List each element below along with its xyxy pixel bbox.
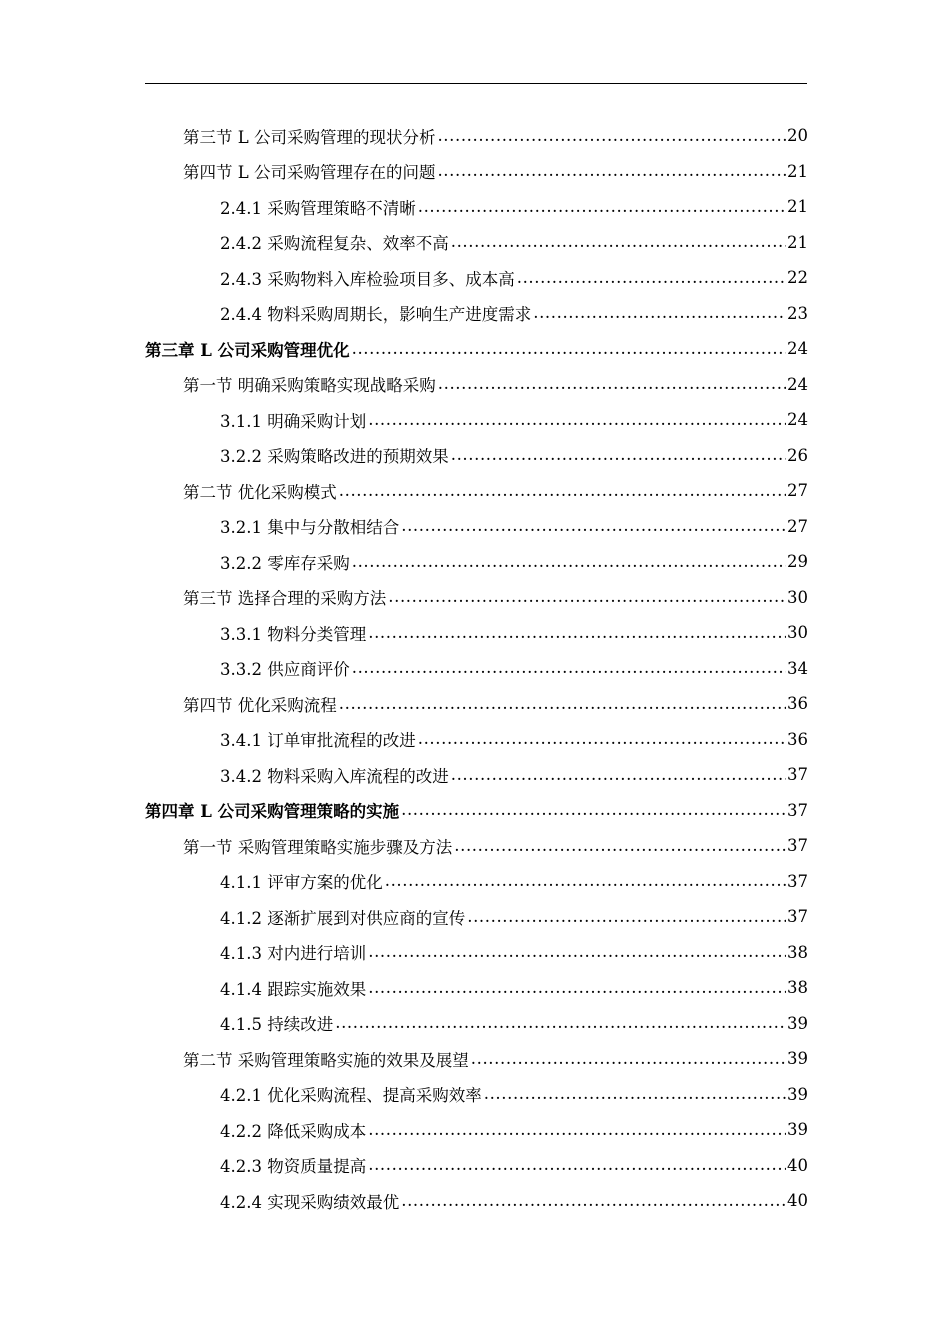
toc-entry-title: 第二节 采购管理策略实施的效果及展望 — [183, 1047, 470, 1071]
toc-entry[interactable] — [183, 828, 950, 864]
toc-entry[interactable] — [220, 899, 950, 935]
table-of-contents — [0, 118, 950, 1219]
dot-leader — [352, 341, 786, 358]
toc-entry-page-number: 38 — [787, 978, 808, 998]
toc-entry[interactable] — [145, 793, 950, 829]
toc-entry-title: 4.1.5 持续改进 — [220, 1011, 334, 1035]
toc-entry-title: 4.2.2 降低采购成本 — [220, 1118, 367, 1142]
toc-entry[interactable] — [183, 686, 950, 722]
toc-entry[interactable] — [183, 367, 950, 403]
toc-entry-page-number: 27 — [787, 481, 808, 501]
toc-entry[interactable] — [220, 864, 950, 900]
dot-leader — [517, 270, 786, 287]
toc-entry[interactable] — [220, 509, 950, 545]
dot-leader — [484, 1086, 786, 1103]
toc-entry[interactable] — [183, 580, 950, 616]
dot-leader — [352, 660, 786, 677]
dot-leader — [467, 909, 786, 926]
toc-entry-page-number: 29 — [787, 552, 808, 572]
toc-entry-page-number: 21 — [787, 232, 808, 252]
toc-entry-title: 2.4.1 采购管理策略不清晰 — [220, 195, 417, 219]
toc-entry-page-number: 21 — [787, 197, 808, 217]
toc-entry-title: 第三节 L 公司采购管理的现状分析 — [183, 124, 436, 148]
toc-entry[interactable] — [220, 1077, 950, 1113]
toc-entry-page-number: 39 — [787, 1084, 808, 1104]
toc-entry-title: 2.4.3 采购物料入库检验项目多、成本高 — [220, 266, 516, 290]
toc-entry-title: 4.2.3 物资质量提高 — [220, 1153, 367, 1177]
toc-entry[interactable] — [220, 296, 950, 332]
toc-entry[interactable] — [220, 438, 950, 474]
toc-entry-page-number: 22 — [787, 268, 808, 288]
toc-entry[interactable] — [220, 544, 950, 580]
toc-entry-page-number: 24 — [787, 374, 808, 394]
toc-entry-title: 4.1.4 跟踪实施效果 — [220, 976, 367, 1000]
dot-leader — [454, 838, 786, 855]
toc-entry-title: 3.4.2 物料采购入库流程的改进 — [220, 763, 450, 787]
dot-leader — [368, 625, 786, 642]
toc-entry-title: 3.1.1 明确采购计划 — [220, 408, 367, 432]
toc-entry[interactable] — [220, 1148, 950, 1184]
dot-leader — [368, 412, 786, 429]
toc-entry[interactable] — [220, 935, 950, 971]
toc-entry[interactable] — [183, 473, 950, 509]
dot-leader — [401, 802, 786, 819]
toc-entry-title: 第一节 采购管理策略实施步骤及方法 — [183, 834, 453, 858]
dot-leader — [401, 1193, 786, 1210]
toc-entry[interactable] — [220, 615, 950, 651]
toc-entry-title: 第一节 明确采购策略实现战略采购 — [183, 372, 437, 396]
toc-entry-title: 第二节 优化采购模式 — [183, 479, 338, 503]
toc-entry-title: 第三节 选择合理的采购方法 — [183, 585, 387, 609]
toc-entry-page-number: 27 — [787, 516, 808, 536]
toc-entry-title: 第四节 L 公司采购管理存在的问题 — [183, 159, 436, 183]
toc-entry-page-number: 30 — [787, 623, 808, 643]
toc-entry[interactable] — [220, 1006, 950, 1042]
toc-entry[interactable] — [220, 722, 950, 758]
dot-leader — [451, 767, 786, 784]
toc-entry-title: 3.2.2 零库存采购 — [220, 550, 351, 574]
toc-entry-page-number: 39 — [787, 1049, 808, 1069]
dot-leader — [352, 554, 786, 571]
toc-entry-page-number: 40 — [787, 1191, 808, 1211]
toc-entry-page-number: 23 — [787, 303, 808, 323]
toc-entry-title: 2.4.4 物料采购周期长，影响生产进度需求 — [220, 301, 532, 325]
dot-leader — [368, 1122, 786, 1139]
toc-entry[interactable] — [220, 189, 950, 225]
toc-entry[interactable] — [220, 225, 950, 261]
toc-entry-page-number: 26 — [787, 445, 808, 465]
toc-entry-page-number: 37 — [787, 765, 808, 785]
toc-entry-title: 4.1.1 评审方案的优化 — [220, 869, 384, 893]
dot-leader — [368, 1157, 786, 1174]
toc-entry-title: 3.3.1 物料分类管理 — [220, 621, 367, 645]
toc-entry[interactable] — [220, 1112, 950, 1148]
toc-entry-title: 2.4.2 采购流程复杂、效率不高 — [220, 230, 450, 254]
toc-entry[interactable] — [220, 970, 950, 1006]
dot-leader — [401, 518, 786, 535]
toc-entry-title: 3.2.2 采购策略改进的预期效果 — [220, 443, 450, 467]
toc-entry-page-number: 34 — [787, 658, 808, 678]
toc-entry-page-number: 37 — [787, 907, 808, 927]
toc-entry-page-number: 36 — [787, 729, 808, 749]
toc-entry-title: 4.1.2 逐渐扩展到对供应商的宣传 — [220, 905, 466, 929]
dot-leader — [368, 980, 786, 997]
toc-entry-title: 第四章 L 公司采购管理策略的实施 — [145, 798, 400, 822]
dot-leader — [533, 305, 786, 322]
toc-entry-title: 3.4.1 订单审批流程的改进 — [220, 727, 417, 751]
toc-entry-page-number: 39 — [787, 1013, 808, 1033]
dot-leader — [451, 447, 786, 464]
dot-leader — [471, 1051, 786, 1068]
toc-entry[interactable] — [183, 154, 950, 190]
toc-entry-page-number: 20 — [787, 126, 808, 146]
toc-entry[interactable] — [145, 331, 950, 367]
toc-entry[interactable] — [183, 1041, 950, 1077]
toc-entry-title: 第四节 优化采购流程 — [183, 692, 338, 716]
dot-leader — [437, 163, 786, 180]
toc-entry[interactable] — [183, 118, 950, 154]
header-rule — [145, 83, 807, 84]
toc-entry-title: 4.2.4 实现采购绩效最优 — [220, 1189, 400, 1213]
toc-entry-title: 3.2.1 集中与分散相结合 — [220, 514, 400, 538]
toc-entry[interactable] — [220, 757, 950, 793]
toc-entry[interactable] — [220, 260, 950, 296]
toc-entry-title: 4.1.3 对内进行培训 — [220, 940, 367, 964]
toc-entry[interactable] — [220, 1183, 950, 1219]
dot-leader — [339, 483, 786, 500]
toc-entry-page-number: 38 — [787, 942, 808, 962]
toc-entry-page-number: 30 — [787, 587, 808, 607]
toc-entry-page-number: 24 — [787, 339, 808, 359]
toc-entry-title: 第三章 L 公司采购管理优化 — [145, 337, 351, 361]
toc-entry-title: 4.2.1 优化采购流程、提高采购效率 — [220, 1082, 483, 1106]
toc-entry-page-number: 37 — [787, 800, 808, 820]
dot-leader — [339, 696, 786, 713]
toc-entry-title: 3.3.2 供应商评价 — [220, 656, 351, 680]
toc-entry[interactable] — [220, 402, 950, 438]
dot-leader — [388, 589, 786, 606]
toc-entry-page-number: 39 — [787, 1120, 808, 1140]
toc-entry-page-number: 37 — [787, 871, 808, 891]
dot-leader — [368, 944, 786, 961]
dot-leader — [335, 1015, 786, 1032]
toc-entry-page-number: 40 — [787, 1155, 808, 1175]
dot-leader — [438, 376, 786, 393]
toc-entry-page-number: 36 — [787, 694, 808, 714]
toc-entry-page-number: 21 — [787, 161, 808, 181]
dot-leader — [418, 731, 786, 748]
dot-leader — [437, 128, 786, 145]
toc-entry[interactable] — [220, 651, 950, 687]
toc-entry-page-number: 37 — [787, 836, 808, 856]
dot-leader — [451, 234, 786, 251]
dot-leader — [418, 199, 786, 216]
dot-leader — [385, 873, 786, 890]
toc-entry-page-number: 24 — [787, 410, 808, 430]
